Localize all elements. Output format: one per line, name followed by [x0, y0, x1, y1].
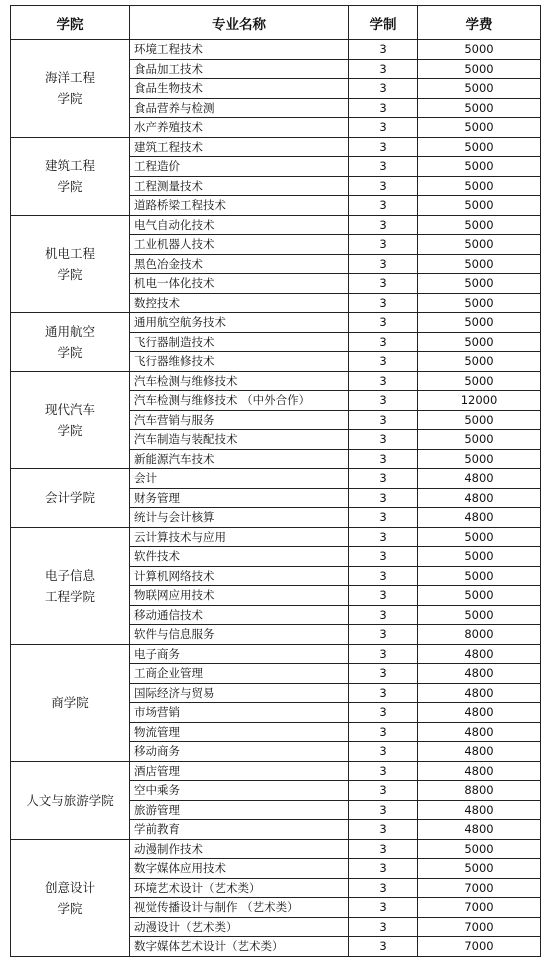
major-cell: 云计算技术与应用: [130, 527, 349, 547]
fee-cell: 5000: [418, 98, 541, 118]
major-cell: 通用航空航务技术: [130, 313, 349, 333]
years-cell: 3: [349, 839, 418, 859]
college-name-line: 学院: [57, 91, 83, 107]
fee-cell: 5000: [418, 859, 541, 879]
fee-cell: 4800: [418, 742, 541, 762]
fee-cell: 4800: [418, 469, 541, 489]
header-years: 学制: [349, 6, 418, 40]
years-cell: 3: [349, 352, 418, 372]
fee-cell: 8000: [418, 625, 541, 645]
fee-cell: 4800: [418, 800, 541, 820]
college-name-line: 通用航空: [44, 323, 95, 339]
college-name-cell: [11, 215, 130, 313]
college-name-line: 人文与旅游学院: [26, 792, 114, 808]
college-name-cell: [11, 644, 130, 761]
fee-cell: 7000: [418, 898, 541, 918]
college-name-cell: [11, 137, 130, 215]
college-name-line: 工程学院: [44, 588, 95, 604]
major-cell: 市场营销: [130, 703, 349, 723]
years-cell: 3: [349, 449, 418, 469]
years-cell: 3: [349, 40, 418, 60]
fee-cell: 5000: [418, 566, 541, 586]
years-cell: 3: [349, 527, 418, 547]
fee-cell: 4800: [418, 683, 541, 703]
table-row: [11, 644, 541, 664]
fee-cell: 8800: [418, 781, 541, 801]
major-cell: 水产养殖技术: [130, 118, 349, 138]
years-cell: 3: [349, 898, 418, 918]
years-cell: 3: [349, 79, 418, 99]
fee-cell: 5000: [418, 215, 541, 235]
major-cell: 学前教育: [130, 820, 349, 840]
years-cell: 3: [349, 332, 418, 352]
major-cell: 电气自动化技术: [130, 215, 349, 235]
fee-cell: 5000: [418, 313, 541, 333]
fee-cell: 5000: [418, 274, 541, 294]
major-cell: 汽车检测与维修技术 （中外合作）: [130, 391, 349, 411]
major-cell: 飞行器制造技术: [130, 332, 349, 352]
fee-cell: 5000: [418, 293, 541, 313]
fee-cell: 5000: [418, 410, 541, 430]
fee-cell: 5000: [418, 332, 541, 352]
major-cell: 物流管理: [130, 722, 349, 742]
years-cell: 3: [349, 157, 418, 177]
years-cell: 3: [349, 235, 418, 255]
header-college: 学院: [11, 6, 130, 40]
fee-cell: 5000: [418, 449, 541, 469]
major-cell: 建筑工程技术: [130, 137, 349, 157]
major-cell: 机电一体化技术: [130, 274, 349, 294]
years-cell: 3: [349, 566, 418, 586]
major-cell: 软件技术: [130, 547, 349, 567]
table-row: [11, 137, 541, 157]
years-cell: 3: [349, 859, 418, 879]
years-cell: 3: [349, 917, 418, 937]
fee-cell: 5000: [418, 839, 541, 859]
fee-cell: 4800: [418, 820, 541, 840]
years-cell: 3: [349, 547, 418, 567]
major-cell: 统计与会计核算: [130, 508, 349, 528]
fee-cell: 5000: [418, 605, 541, 625]
fee-cell: 5000: [418, 118, 541, 138]
years-cell: 3: [349, 293, 418, 313]
years-cell: 3: [349, 313, 418, 333]
college-name-line: 学院: [57, 900, 83, 916]
college-name-cell: [11, 761, 130, 839]
major-cell: 环境工程技术: [130, 40, 349, 60]
major-cell: 会计: [130, 469, 349, 489]
years-cell: 3: [349, 118, 418, 138]
header-fee: 学费: [418, 6, 541, 40]
fee-cell: 5000: [418, 40, 541, 60]
years-cell: 3: [349, 254, 418, 274]
fee-cell: 4800: [418, 722, 541, 742]
major-cell: 数控技术: [130, 293, 349, 313]
table-row: [11, 761, 541, 781]
major-cell: 数字媒体艺术设计（艺术类）: [130, 937, 349, 957]
major-cell: 电子商务: [130, 644, 349, 664]
fee-cell: 5000: [418, 586, 541, 606]
years-cell: 3: [349, 59, 418, 79]
years-cell: 3: [349, 625, 418, 645]
fee-cell: 4800: [418, 703, 541, 723]
major-cell: 工程造价: [130, 157, 349, 177]
major-cell: 工程测量技术: [130, 176, 349, 196]
years-cell: 3: [349, 586, 418, 606]
major-cell: 黑色冶金技术: [130, 254, 349, 274]
table-row: [11, 839, 541, 859]
college-name-cell: [11, 371, 130, 469]
college-name-line: 电子信息: [44, 567, 95, 583]
years-cell: 3: [349, 391, 418, 411]
college-name-line: 学院: [57, 179, 83, 194]
table-row: [11, 527, 541, 547]
header-major: 专业名称: [130, 6, 349, 40]
fee-cell: 12000: [418, 391, 541, 411]
major-cell: 工业机器人技术: [130, 235, 349, 255]
major-cell: 国际经济与贸易: [130, 683, 349, 703]
years-cell: 3: [349, 371, 418, 391]
fee-cell: 4800: [418, 508, 541, 528]
years-cell: 3: [349, 683, 418, 703]
years-cell: 3: [349, 878, 418, 898]
college-name-line: 机电工程: [44, 245, 95, 261]
fee-cell: 5000: [418, 59, 541, 79]
fee-cell: 5000: [418, 235, 541, 255]
major-cell: 旅游管理: [130, 800, 349, 820]
years-cell: 3: [349, 137, 418, 157]
years-cell: 3: [349, 215, 418, 235]
years-cell: 3: [349, 430, 418, 450]
college-name-cell: [11, 469, 130, 528]
major-cell: 道路桥梁工程技术: [130, 196, 349, 216]
college-name-line: 学院: [57, 422, 83, 438]
fee-cell: 5000: [418, 196, 541, 216]
years-cell: 3: [349, 761, 418, 781]
fee-cell: 7000: [418, 917, 541, 937]
major-cell: 汽车营销与服务: [130, 410, 349, 430]
college-name-line: 学院: [57, 344, 83, 360]
college-name-line: 海洋工程: [44, 70, 95, 86]
major-cell: 工商企业管理: [130, 664, 349, 684]
years-cell: 3: [349, 781, 418, 801]
major-cell: 新能源汽车技术: [130, 449, 349, 469]
years-cell: 3: [349, 937, 418, 957]
college-name-line: 建筑工程: [44, 158, 95, 173]
college-name-cell: [11, 527, 130, 644]
years-cell: 3: [349, 820, 418, 840]
years-cell: 3: [349, 274, 418, 294]
years-cell: 3: [349, 664, 418, 684]
years-cell: 3: [349, 410, 418, 430]
table-row: [11, 215, 541, 235]
major-cell: 移动通信技术: [130, 605, 349, 625]
college-name-cell: [11, 40, 130, 138]
major-cell: 动漫制作技术: [130, 839, 349, 859]
fee-cell: 4800: [418, 488, 541, 508]
major-cell: 动漫设计（艺术类）: [130, 917, 349, 937]
years-cell: 3: [349, 196, 418, 216]
fee-cell: 7000: [418, 937, 541, 957]
college-name-line: 商学院: [51, 695, 89, 710]
years-cell: 3: [349, 176, 418, 196]
years-cell: 3: [349, 800, 418, 820]
fee-cell: 5000: [418, 547, 541, 567]
major-cell: 数字媒体应用技术: [130, 859, 349, 879]
college-name-cell: [11, 313, 130, 372]
table-row: [11, 40, 541, 60]
table-row: [11, 313, 541, 333]
table-header: [11, 6, 541, 40]
years-cell: 3: [349, 644, 418, 664]
header-row: [11, 6, 541, 40]
years-cell: 3: [349, 722, 418, 742]
fee-cell: 5000: [418, 79, 541, 99]
major-cell: 酒店管理: [130, 761, 349, 781]
table-row: [11, 469, 541, 489]
fee-cell: 5000: [418, 254, 541, 274]
tuition-table: [10, 5, 541, 957]
major-cell: 汽车检测与维修技术: [130, 371, 349, 391]
major-cell: 食品加工技术: [130, 59, 349, 79]
table-row: [11, 371, 541, 391]
college-name-cell: [11, 839, 130, 956]
years-cell: 3: [349, 703, 418, 723]
college-name-line: 会计学院: [44, 490, 95, 506]
major-cell: 视觉传播设计与制作 （艺术类）: [130, 898, 349, 918]
fee-cell: 5000: [418, 137, 541, 157]
years-cell: 3: [349, 605, 418, 625]
major-cell: 物联网应用技术: [130, 586, 349, 606]
years-cell: 3: [349, 98, 418, 118]
major-cell: 食品生物技术: [130, 79, 349, 99]
major-cell: 移动商务: [130, 742, 349, 762]
fee-cell: 4800: [418, 664, 541, 684]
major-cell: 汽车制造与装配技术: [130, 430, 349, 450]
major-cell: 空中乘务: [130, 781, 349, 801]
years-cell: 3: [349, 742, 418, 762]
fee-cell: 5000: [418, 176, 541, 196]
fee-cell: 7000: [418, 878, 541, 898]
major-cell: 软件与信息服务: [130, 625, 349, 645]
years-cell: 3: [349, 488, 418, 508]
college-name-line: 学院: [57, 266, 83, 282]
years-cell: 3: [349, 508, 418, 528]
major-cell: 飞行器维修技术: [130, 352, 349, 372]
fee-cell: 4800: [418, 644, 541, 664]
years-cell: 3: [349, 469, 418, 489]
major-cell: 计算机网络技术: [130, 566, 349, 586]
fee-cell: 5000: [418, 157, 541, 177]
fee-cell: 5000: [418, 352, 541, 372]
major-cell: 环境艺术设计（艺术类）: [130, 878, 349, 898]
fee-cell: 5000: [418, 527, 541, 547]
fee-cell: 5000: [418, 430, 541, 450]
major-cell: 食品营养与检测: [130, 98, 349, 118]
table-body: [11, 40, 541, 957]
college-name-line: 现代汽车: [44, 401, 95, 417]
major-cell: 财务管理: [130, 488, 349, 508]
college-name-line: 创意设计: [44, 879, 95, 895]
fee-cell: 4800: [418, 761, 541, 781]
fee-cell: 5000: [418, 371, 541, 391]
